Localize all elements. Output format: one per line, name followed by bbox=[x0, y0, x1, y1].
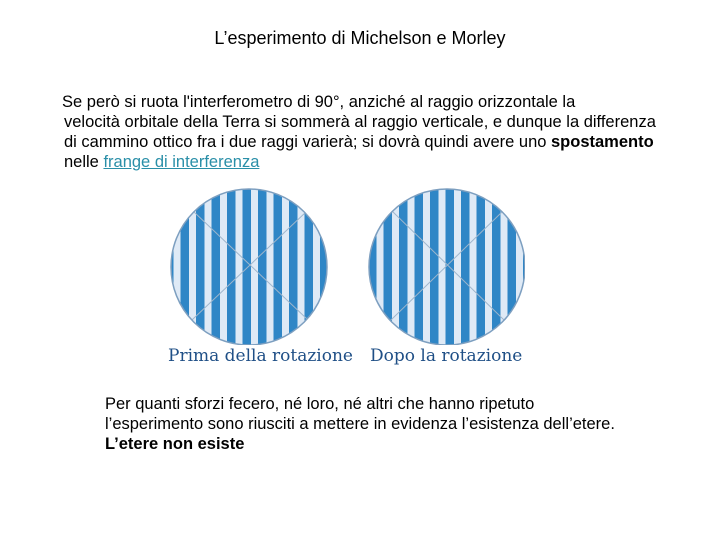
fringe-stripe bbox=[446, 185, 455, 345]
fringe-stripe bbox=[165, 185, 174, 345]
fringe-stripe bbox=[430, 185, 439, 345]
fringe-stripe bbox=[227, 185, 236, 345]
fringe-stripe bbox=[289, 185, 298, 345]
paragraph-rotation bbox=[62, 92, 662, 172]
paragraph-rotation-rest bbox=[62, 112, 662, 172]
caption-after-rotation: Dopo la rotazione bbox=[370, 346, 523, 366]
fringe-stripe bbox=[461, 185, 470, 345]
fringe-stripe bbox=[415, 185, 424, 345]
fringe-stripe bbox=[336, 185, 345, 345]
paragraph-conclusion bbox=[105, 394, 625, 454]
fringe-stripe bbox=[274, 185, 283, 345]
emphasis-spostamento: spostamento bbox=[551, 133, 654, 151]
fringe-circles bbox=[165, 185, 525, 345]
paragraph-rotation-line1: Se però si ruota l'interferometro di 90°, anziché al raggio orizzontale la bbox=[62, 93, 576, 111]
fringe-stripe bbox=[508, 185, 517, 345]
paragraph-conclusion-text: Per quanti sforzi fecero, né loro, né altri che hanno ripetuto l’esperimento sono riusciti a mettere in evidenza l’esistenza dell’etere. bbox=[105, 395, 615, 433]
paragraph-rotation-text: velocità orbitale della Terra si sommerà al raggio verticale, e dunque la differenza di cammino ottico fra i due raggi varierà; si dovrà quindi avere uno bbox=[64, 113, 656, 151]
fringe-stripe bbox=[212, 185, 221, 345]
link-frange-di-interferenza[interactable]: frange di interferenza bbox=[103, 153, 260, 171]
slide-title: L’esperimento di Michelson e Morley bbox=[214, 28, 506, 48]
fringe-stripe bbox=[181, 185, 190, 345]
fringe-stripe bbox=[258, 185, 267, 345]
caption-before-rotation: Prima della rotazione bbox=[168, 346, 353, 366]
paragraph-rotation-connector: nelle bbox=[64, 153, 104, 171]
interference-fringes-figure bbox=[165, 185, 525, 375]
fringe-stripe bbox=[477, 185, 486, 345]
emphasis-etere-non-esiste: L’etere non esiste bbox=[105, 435, 245, 453]
fringe-stripe bbox=[399, 185, 408, 345]
